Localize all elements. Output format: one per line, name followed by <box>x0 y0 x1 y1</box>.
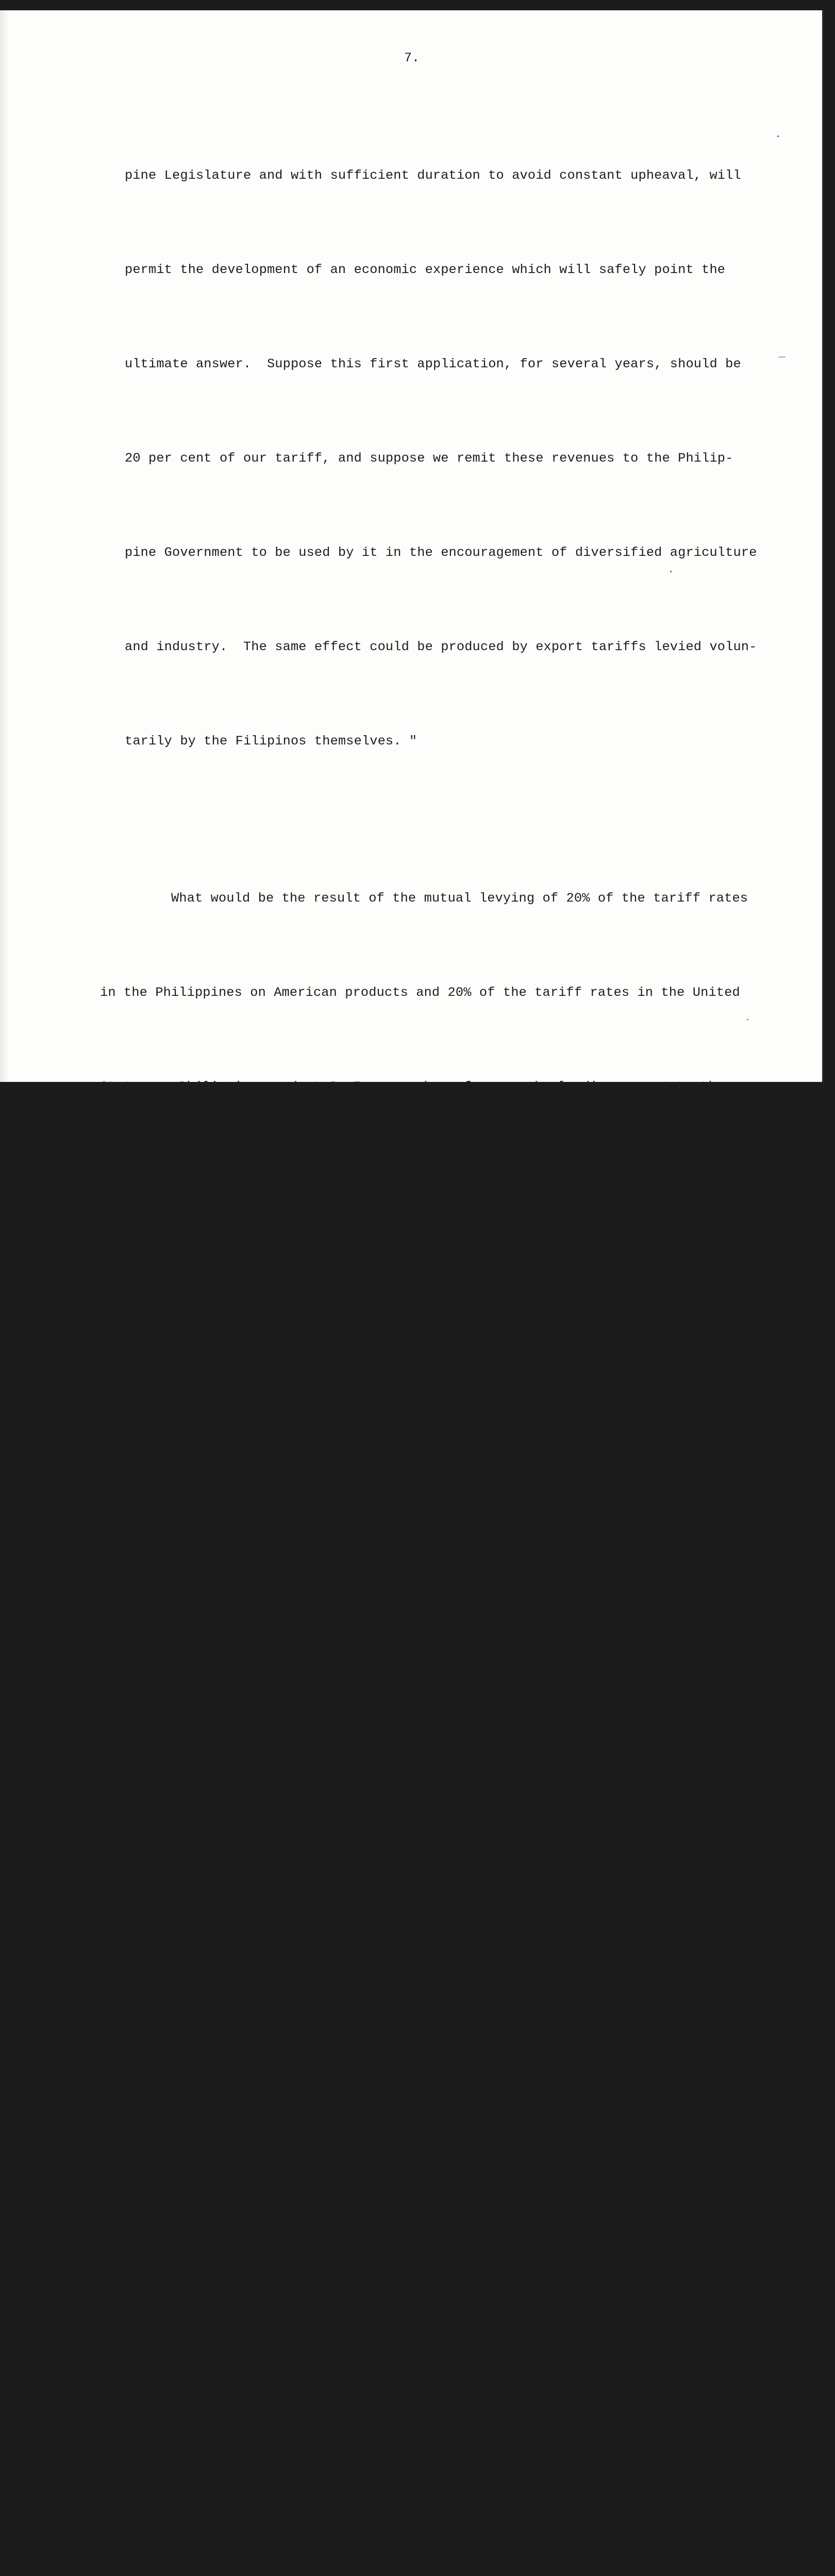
text-line: in the Philippines on American products and 20% of the tariff rates in the United <box>100 985 740 1000</box>
document-page <box>0 10 824 2571</box>
text-line: petition in these fields with certain foreign countries. An analysis of United <box>100 2368 725 2383</box>
text-line: the Philippines free of duty and the rate on foreign goods entering the Philippines <box>100 1456 764 1471</box>
paragraph-quote-continuation <box>100 97 791 820</box>
scan-speck <box>777 135 779 137</box>
text-line: this percentage had fallen to 46.72, this though American goods continued to enter <box>100 1362 748 1377</box>
text-line: purchased in the United States 68.23% of its total purchase of cotton goods. In 1930 <box>100 1268 772 1283</box>
text-line: 20 per cent of our tariff, and suppose we remit these revenues to the Philip- <box>125 451 733 466</box>
text-line: was unchanged. Would not the imposition of 20% of the duty on American goods mean <box>100 1551 748 1566</box>
paragraph-silk-textiles <box>100 1731 791 2576</box>
text-line: the loss of this market to American textile manufacturere? <box>100 1645 559 1660</box>
text-line: and industry. The same effect could be produced by export tariffs levied volun- <box>125 639 757 654</box>
scan-edge-shadow <box>0 10 9 1082</box>
paragraph-cotton-goods <box>100 820 791 1731</box>
text-line: of wheat flour. These percentages themselves indicate that there is now serious com- <box>100 2274 772 2289</box>
text-line: permit the development of an economic experience which will safely point the <box>125 262 726 277</box>
page-number: 7. <box>404 50 420 65</box>
text-line: 24.03%. Would not the application of 20% of the duty to American goods under this <box>100 1991 748 2006</box>
text-line: pine Legislature and with sufficient duration to avoid constant upheaval, will <box>125 168 741 183</box>
text-line: Philippine Islands from the United States was cotton goods. In 1922 the Philippines <box>100 1174 764 1189</box>
text-line: States on Philippine products? For a number of years the leading export to the <box>100 1079 725 1094</box>
text-line: classification mean practically their disappearance? In 1930 the United States fur- <box>100 2085 764 2100</box>
scan-speck <box>778 357 786 358</box>
text-line: pine Government to be used by it in the encouragement of diversified agriculture <box>125 545 757 560</box>
document-body <box>100 97 791 2576</box>
text-line: nished 61.31% of the Philippine imports of meat and dairy products, 89% of the imports <box>100 2179 780 2194</box>
scan-speck <box>670 571 672 572</box>
text-line: ultimate answer. Suppose this first application, for several years, should be <box>125 357 741 371</box>
text-line: What would be the result of the mutual levying of 20% of the tariff rates <box>171 891 748 906</box>
text-line: The next textile in importance imported into the Philippines is silk, nat- <box>171 1802 756 1817</box>
text-line: tarily by the Filipinos themselves. " <box>125 734 417 749</box>
text-line: American preference in the Philippine market will be a serious blow to the American <box>100 2556 756 2571</box>
text-line: States exports to the Philippines indicates rather clearly that any reduction of the <box>100 2462 764 2477</box>
scan-speck <box>747 1019 748 1020</box>
text-line: ural and artificial. In 1929 the United States furnished 43.61% of this and in 1930 <box>100 1896 764 1911</box>
